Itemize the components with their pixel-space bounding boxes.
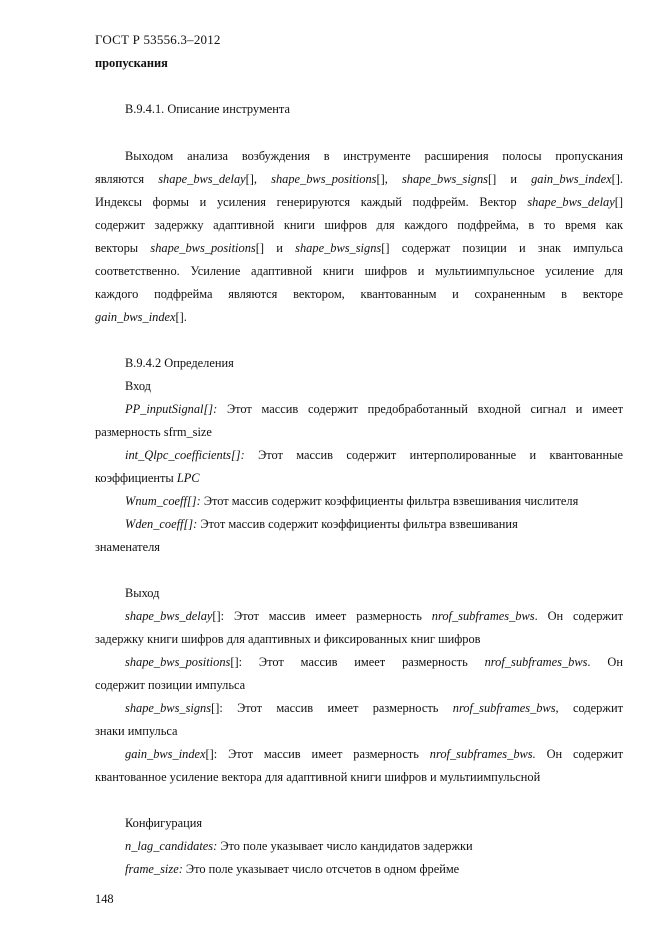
para-line: соответственно. Усиление адаптивной книги шифров и мультиимпульсное усиление для (95, 264, 623, 278)
standard-header: ГОСТ Р 53556.3–2012 (95, 32, 221, 47)
config-label: Конфигурация (125, 816, 203, 830)
section-heading-text: В.9.4.1. Описание инструмента (125, 102, 290, 116)
section-941-paragraph (95, 145, 623, 329)
para-line: являются shape_bws_delay[], shape_bws_positions[], shape_bws_signs[] и gain_bws_index[]. (95, 172, 623, 186)
section-942-heading: В.9.4.2 Определения (125, 356, 234, 370)
para-line: векторы shape_bws_positions[] и shape_bws_signs[] содержат позиции и знак импульса (95, 241, 623, 255)
config-n-lag: n_lag_candidates: Это поле указывает число кандидатов задержки (125, 839, 473, 853)
input-pp-signal-cont: размерность sfrm_size (95, 425, 212, 439)
input-wnum: Wnum_coeff[]: Этот массив содержит коэффициенты фильтра взвешивания числителя (125, 494, 579, 508)
para-line: Выходом анализа возбуждения в инструменте расширения полосы пропускания (125, 149, 623, 163)
para-line: gain_bws_index[]. (95, 310, 187, 324)
input-qlpc-cont: коэффициенты LPC (95, 471, 200, 485)
config-frame-size: frame_size: Это поле указывает число отсчетов в одном фрейме (125, 862, 460, 876)
para-line: Индексы формы и усиления генерируются каждый подфрейм. Вектор shape_bws_delay[] (95, 195, 623, 209)
spacer (95, 789, 623, 812)
section-941-heading (95, 98, 623, 121)
section-942 (95, 352, 623, 881)
output-delay-cont: задержку книги шифров для адаптивных и фиксированных книг шифров (95, 632, 481, 646)
page-number: 148 (95, 892, 114, 906)
continuation-word: пропускания (95, 56, 168, 70)
para-line: содержит задержку адаптивной книги шифров для каждого подфрейма, в то время как (95, 218, 623, 232)
output-signs-cont: знаки импульса (95, 724, 178, 738)
spacer (95, 559, 623, 582)
output-label: Выход (125, 586, 160, 600)
input-wden: Wden_coeff[]: Этот массив содержит коэффициенты фильтра взвешивания (125, 517, 518, 531)
input-qlpc: int_Qlpc_coefficients[]: Этот массив содержит интерполированные и квантованные (125, 448, 623, 462)
para-line: каждого подфрейма являются вектором, квантованным и сохраненным в векторе (95, 287, 623, 301)
input-wden-cont: знаменателя (95, 540, 160, 554)
input-pp-signal: PP_inputSignal[]: Этот массив содержит предобработанный входной сигнал и имеет (125, 402, 623, 416)
output-positions-cont: содержит позиции импульса (95, 678, 246, 692)
output-gain: gain_bws_index[]: Этот массив имеет размерность nrof_subframes_bws. Он содержит (125, 747, 623, 761)
output-gain-cont: квантованное усиление вектора для адаптивной книги шифров и мультиимпульсной (95, 770, 541, 784)
output-positions: shape_bws_positions[]: Этот массив имеет размерность nrof_subframes_bws. Он (125, 655, 623, 669)
input-label: Вход (125, 379, 151, 393)
output-signs: shape_bws_signs[]: Этот массив имеет размерность nrof_subframes_bws, содержит (125, 701, 623, 715)
output-delay: shape_bws_delay[]: Этот массив имеет размерность nrof_subframes_bws. Он содержит (125, 609, 623, 623)
